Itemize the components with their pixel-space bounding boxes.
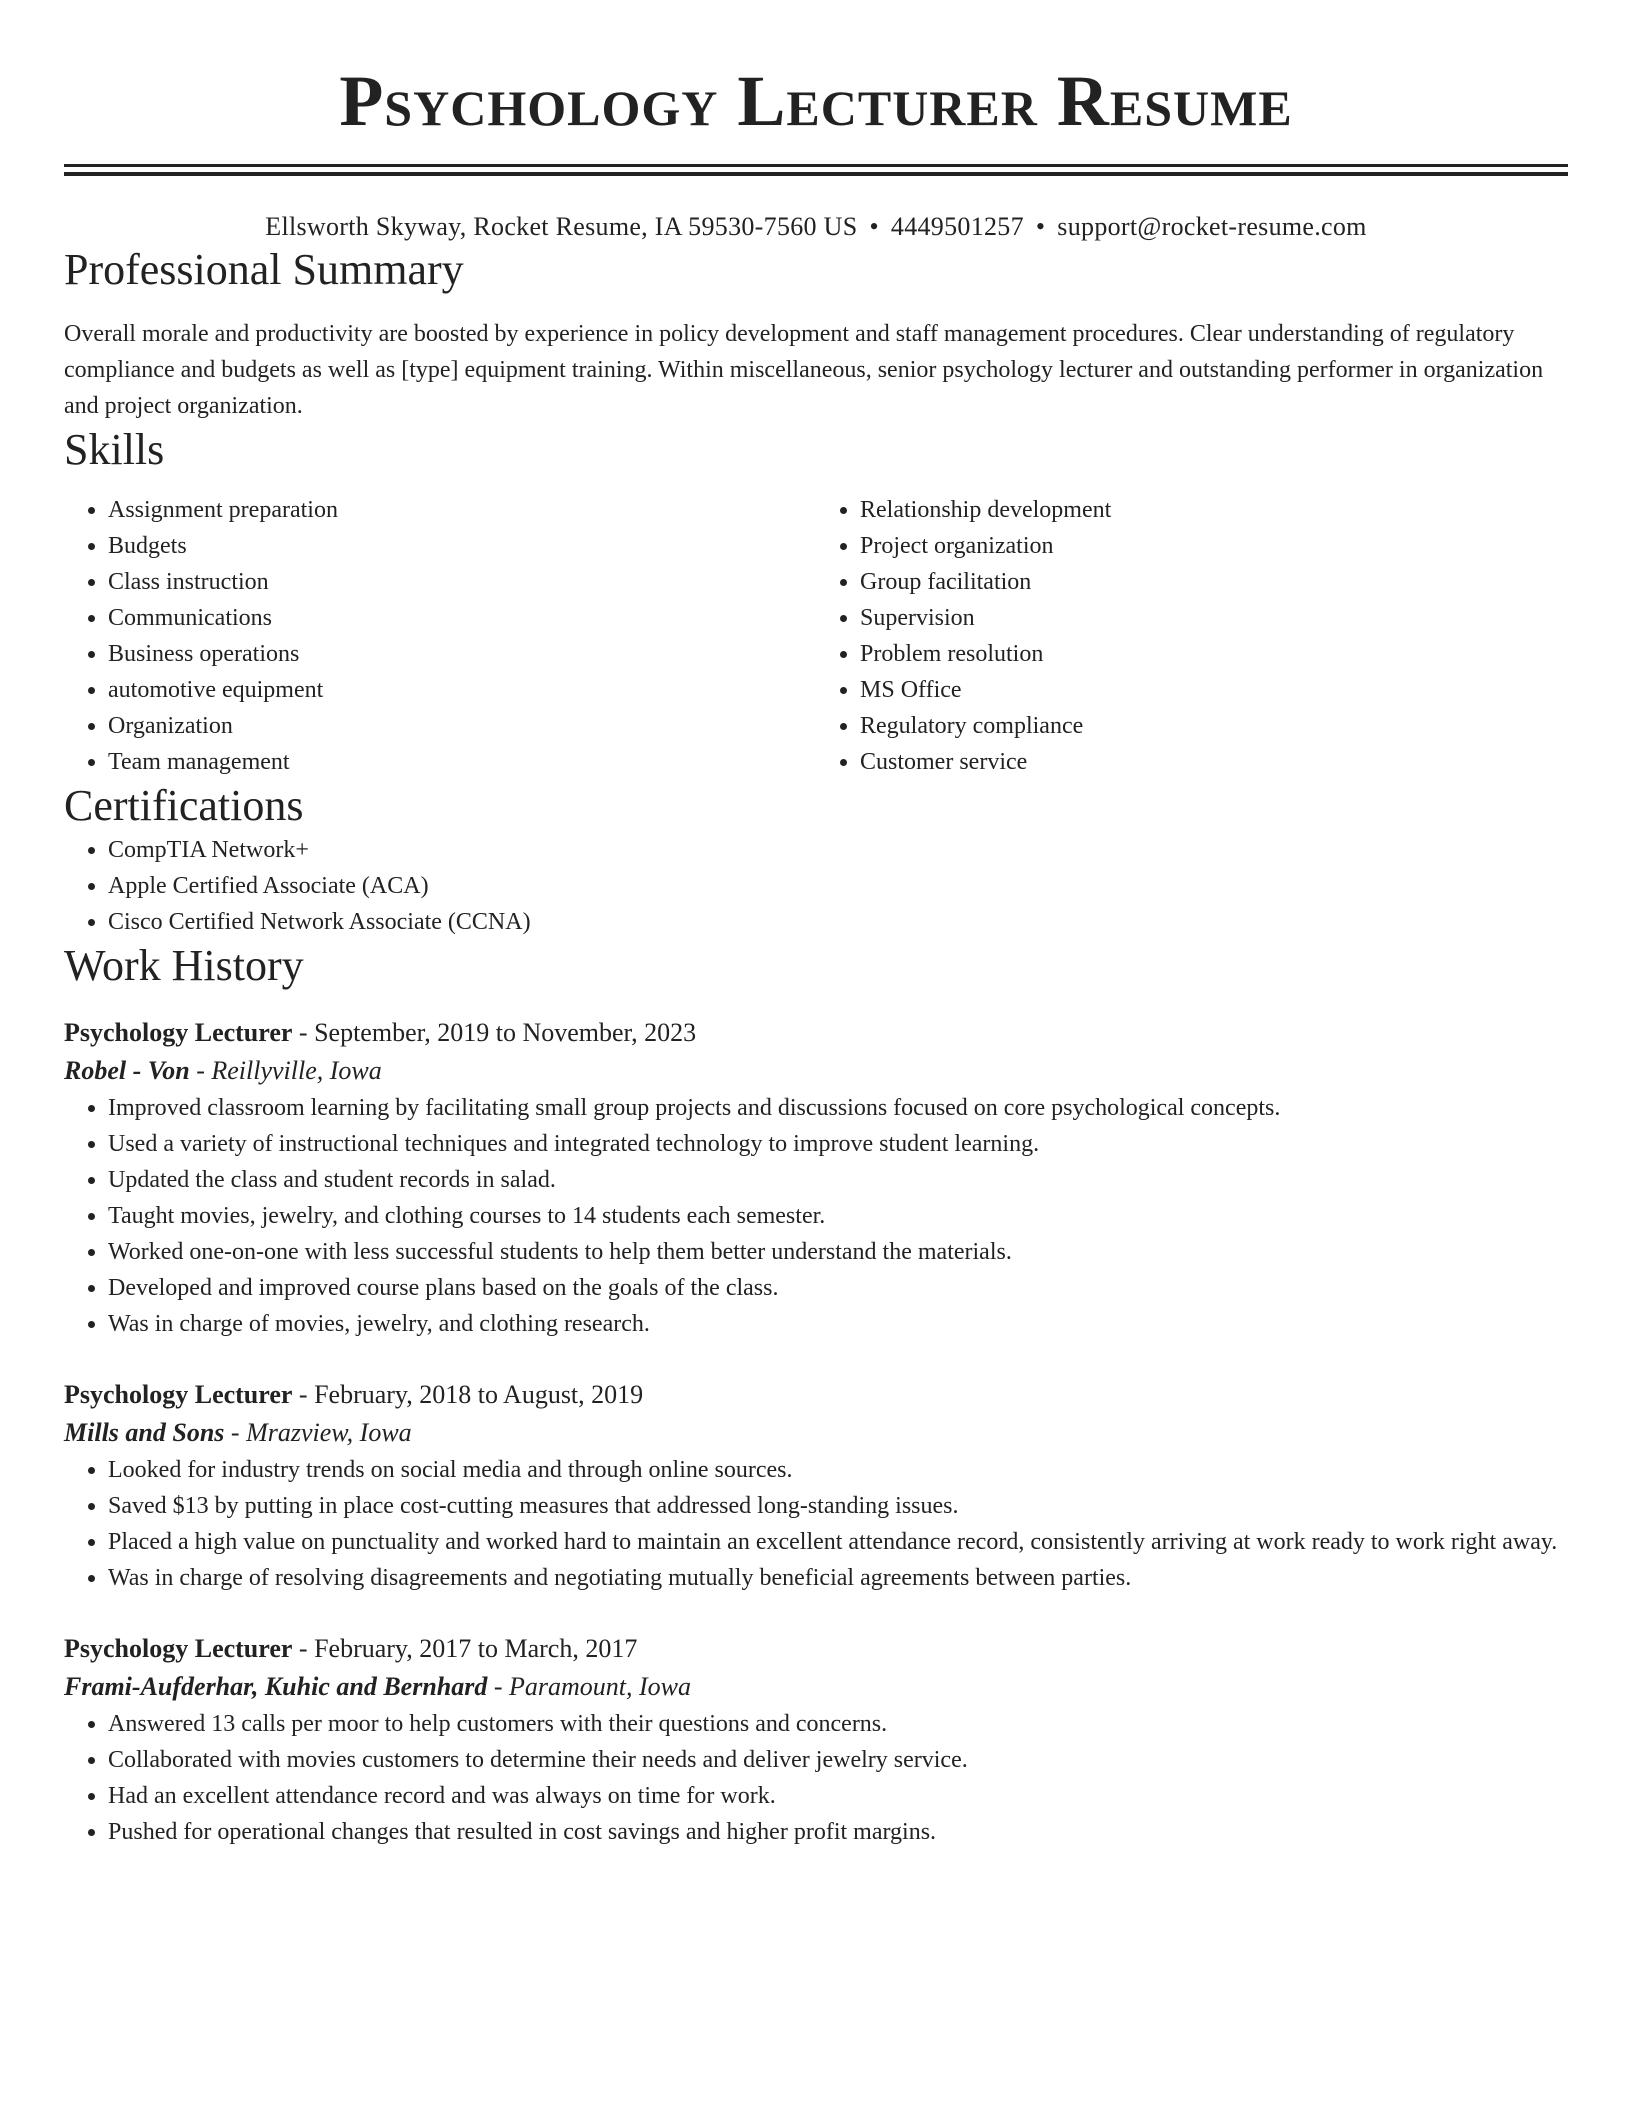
skill-item: • Budgets <box>108 528 816 564</box>
job-header <box>64 1014 1568 1052</box>
skill-item: • MS Office <box>860 672 1568 708</box>
job-bullet: • Placed a high value on punctuality and worked hard to maintain an excellent attendance record, consistently arriving at work ready to work right away. <box>108 1524 1568 1560</box>
job-bullet: • Looked for industry trends on social media and through online sources. <box>108 1452 1568 1488</box>
job-dates: - February, 2018 to August, 2019 <box>292 1380 644 1409</box>
job-bullet: • Collaborated with movies customers to determine their needs and deliver jewelry service. <box>108 1742 1568 1778</box>
job-bullet: • Saved $13 by putting in place cost-cutting measures that addressed long-standing issues. <box>108 1488 1568 1524</box>
job-entry <box>64 1376 1568 1596</box>
skill-item: • Relationship development <box>860 492 1568 528</box>
contact-email: support@rocket-resume.com <box>1057 212 1367 241</box>
job-location: - Paramount, Iowa <box>487 1672 692 1701</box>
job-header <box>64 1630 1568 1668</box>
contact-separator: • <box>869 212 879 241</box>
job-bullet: • Used a variety of instructional techniques and integrated technology to improve student learning. <box>108 1126 1568 1162</box>
certifications-list <box>64 832 1568 940</box>
skill-item: • Project organization <box>860 528 1568 564</box>
job-company: Mills and Sons <box>64 1418 225 1447</box>
skills-columns <box>64 492 1568 780</box>
summary-heading: Professional Summary <box>64 245 464 294</box>
job-bullet: • Worked one-on-one with less successful students to help them better understand the materials. <box>108 1234 1568 1270</box>
job-bullet: • Developed and improved course plans based on the goals of the class. <box>108 1270 1568 1306</box>
job-bullet: • Was in charge of movies, jewelry, and clothing research. <box>108 1306 1568 1342</box>
contact-address: Ellsworth Skyway, Rocket Resume, IA 59530-7560 US <box>265 212 858 241</box>
contact-line <box>64 210 1568 244</box>
certification-item: • CompTIA Network+ <box>108 832 1568 868</box>
job-company-line <box>64 1414 1568 1452</box>
work-history-heading: Work History <box>64 941 304 990</box>
work-history-list <box>64 1014 1568 1850</box>
job-bullet: • Taught movies, jewelry, and clothing courses to 14 students each semester. <box>108 1198 1568 1234</box>
job-bullet: • Was in charge of resolving disagreements and negotiating mutually beneficial agreements between parties. <box>108 1560 1568 1596</box>
skill-item: • automotive equipment <box>108 672 816 708</box>
job-dates: - February, 2017 to March, 2017 <box>292 1634 638 1663</box>
job-dates: - September, 2019 to November, 2023 <box>292 1018 697 1047</box>
resume-title: Psychology Lecturer Resume <box>339 61 1293 141</box>
job-entry <box>64 1014 1568 1342</box>
skills-heading: Skills <box>64 425 165 474</box>
job-title: Psychology Lecturer <box>64 1634 293 1663</box>
skill-item: • Team management <box>108 744 816 780</box>
job-bullet: • Answered 13 calls per moor to help customers with their questions and concerns. <box>108 1706 1568 1742</box>
job-bullet: • Updated the class and student records in salad. <box>108 1162 1568 1198</box>
job-entry <box>64 1630 1568 1850</box>
job-header <box>64 1376 1568 1414</box>
contact-separator: • <box>1035 212 1046 241</box>
certification-item: • Cisco Certified Network Associate (CCNA) <box>108 904 1568 940</box>
skill-item: • Regulatory compliance <box>860 708 1568 744</box>
skill-item: • Business operations <box>108 636 816 672</box>
skill-item: • Class instruction <box>108 564 816 600</box>
skill-item: • Assignment preparation <box>108 492 816 528</box>
job-bullet: • Pushed for operational changes that resulted in cost savings and higher profit margins. <box>108 1814 1568 1850</box>
job-bullet: • Improved classroom learning by facilitating small group projects and discussions focused on core psychological concepts. <box>108 1090 1568 1126</box>
job-title: Psychology Lecturer <box>64 1018 293 1047</box>
summary-text: Overall morale and productivity are boosted by experience in policy development and staff management procedures. Clear understanding of regulatory compliance and budgets as well as [type] equipment training. Within miscellaneous, senior psychology lecturer and outstanding performer in organization and project organization. <box>64 321 1544 419</box>
skill-item: • Supervision <box>860 600 1568 636</box>
job-bullets <box>64 1706 1568 1850</box>
job-location: - Reillyville, Iowa <box>189 1056 382 1085</box>
skill-item: • Group facilitation <box>860 564 1568 600</box>
skills-list-left <box>64 492 816 780</box>
job-company: Robel - Von <box>64 1056 190 1085</box>
job-company-line <box>64 1052 1568 1090</box>
certification-item: • Apple Certified Associate (ACA) <box>108 868 1568 904</box>
job-bullets <box>64 1452 1568 1596</box>
skill-item: • Communications <box>108 600 816 636</box>
certifications-heading: Certifications <box>64 781 304 830</box>
contact-phone: 4449501257 <box>890 212 1024 241</box>
skill-item: • Customer service <box>860 744 1568 780</box>
job-company: Frami-Aufderhar, Kuhic and Bernhard <box>64 1672 488 1701</box>
title-divider <box>64 164 1568 176</box>
job-bullet: • Had an excellent attendance record and was always on time for work. <box>108 1778 1568 1814</box>
skill-item: • Organization <box>108 708 816 744</box>
job-bullets <box>64 1090 1568 1342</box>
job-location: - Mrazview, Iowa <box>224 1418 412 1447</box>
skills-list-right <box>816 492 1568 780</box>
skill-item: • Problem resolution <box>860 636 1568 672</box>
job-company-line <box>64 1668 1568 1706</box>
job-title: Psychology Lecturer <box>64 1380 293 1409</box>
